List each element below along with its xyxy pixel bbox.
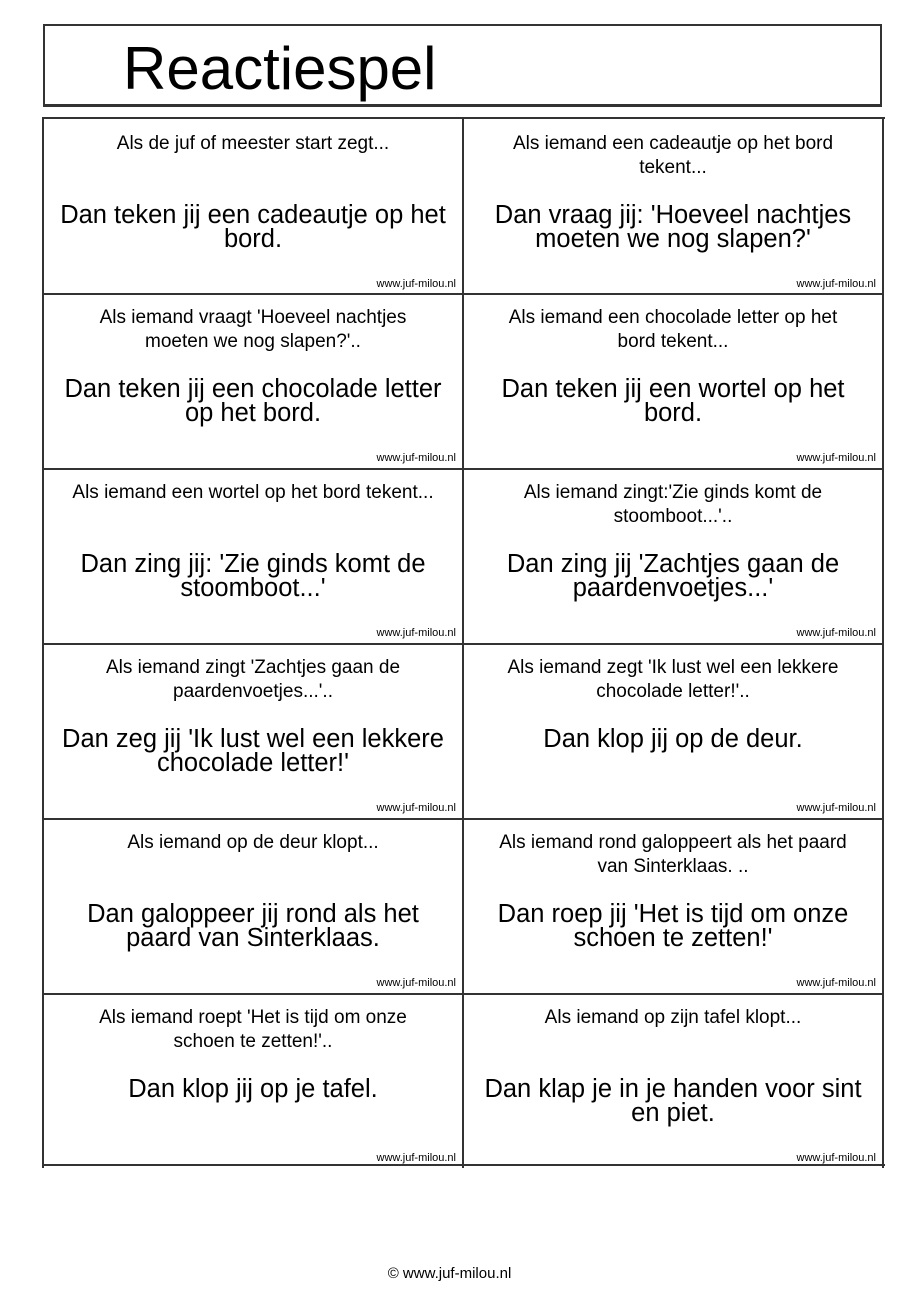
reaction-card	[42, 818, 463, 993]
card-answer: Dan teken jij een wortel op het bord.	[501, 375, 845, 427]
card-prompt: Als iemand zingt:'Zie ginds komt de stoomboot...'..	[523, 482, 823, 527]
card-website: www.juf-milou.nl	[796, 977, 876, 989]
card-answer: Dan teken jij een chocolade letter op het bord.	[64, 375, 442, 427]
reaction-card	[463, 293, 884, 468]
reaction-card	[42, 643, 463, 818]
card-answer: Dan galoppeer jij rond als het paard van Sinterklaas.	[87, 900, 419, 952]
card-prompt: Als iemand rond galoppeert als het paard van Sinterklaas. ..	[499, 832, 847, 877]
card-website: www.juf-milou.nl	[376, 1152, 456, 1164]
card-answer: Dan zing jij: 'Zie ginds komt de stoomboot...'	[80, 550, 426, 602]
card-prompt: Als iemand roept 'Het is tijd om onze schoen te zetten!'..	[99, 1007, 407, 1052]
reaction-card	[463, 643, 884, 818]
card-website: www.juf-milou.nl	[376, 627, 456, 639]
card-prompt: Als iemand een chocolade letter op het bord tekent...	[508, 307, 838, 352]
reaction-card	[42, 119, 463, 294]
card-website: www.juf-milou.nl	[796, 452, 876, 464]
card-answer: Dan klop jij op de deur.	[543, 725, 803, 753]
card-prompt: Als iemand op de deur klopt...	[127, 832, 379, 853]
card-prompt: Als iemand zegt 'Ik lust wel een lekkere chocolade letter!'..	[507, 657, 839, 702]
card-prompt: Als de juf of meester start zegt...	[116, 133, 390, 154]
card-answer: Dan zing jij 'Zachtjes gaan de paardenvoetjes...'	[506, 550, 840, 602]
card-website: www.juf-milou.nl	[376, 278, 456, 290]
card-website: www.juf-milou.nl	[796, 627, 876, 639]
reaction-card	[42, 993, 463, 1168]
page-title: Reactiespel	[123, 35, 437, 102]
card-prompt: Als iemand zingt 'Zachtjes gaan de paardenvoetjes...'..	[105, 657, 401, 702]
card-prompt: Als iemand op zijn tafel klopt...	[544, 1007, 802, 1028]
card-website: www.juf-milou.nl	[796, 802, 876, 814]
card-prompt: Als iemand een wortel op het bord tekent...	[72, 482, 434, 503]
reaction-card	[463, 993, 884, 1168]
card-prompt: Als iemand vraagt 'Hoeveel nachtjes moeten we nog slapen?'..	[99, 307, 407, 352]
card-grid	[42, 117, 885, 1166]
card-answer: Dan zeg jij 'Ik lust wel een lekkere chocolade letter!'	[62, 725, 444, 777]
card-answer: Dan teken jij een cadeautje op het bord.	[60, 201, 446, 253]
card-answer: Dan roep jij 'Het is tijd om onze schoen te zetten!'	[497, 900, 849, 952]
card-answer: Dan klop jij op je tafel.	[128, 1075, 378, 1103]
reaction-card	[42, 468, 463, 643]
copyright-footer: © www.juf-milou.nl	[387, 1265, 512, 1282]
card-website: www.juf-milou.nl	[796, 278, 876, 290]
reaction-card	[463, 119, 884, 294]
title-box	[43, 24, 882, 107]
card-answer: Dan klap je in je handen voor sint en piet.	[484, 1075, 862, 1127]
reaction-card	[42, 293, 463, 468]
card-website: www.juf-milou.nl	[796, 1152, 876, 1164]
card-website: www.juf-milou.nl	[376, 802, 456, 814]
reaction-card	[463, 468, 884, 643]
card-answer: Dan vraag jij: 'Hoeveel nachtjes moeten we nog slapen?'	[494, 201, 852, 253]
card-website: www.juf-milou.nl	[376, 452, 456, 464]
reaction-card	[463, 818, 884, 993]
card-website: www.juf-milou.nl	[376, 977, 456, 989]
card-prompt: Als iemand een cadeautje op het bord tekent...	[512, 133, 834, 178]
